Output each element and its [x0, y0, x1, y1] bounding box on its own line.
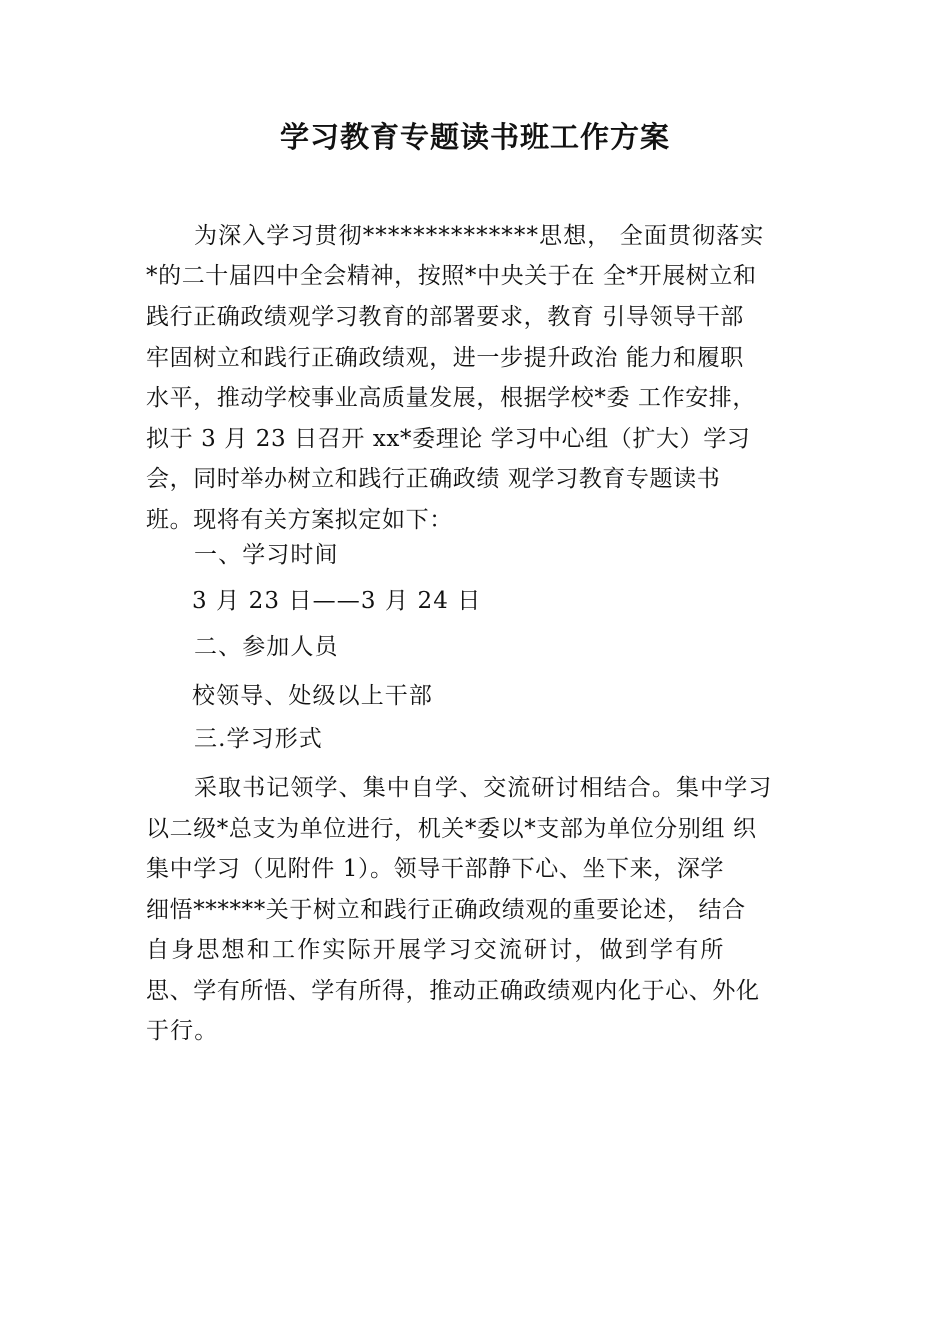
- section-heading-participants: 二、参加人员: [194, 634, 339, 660]
- study-form-line: 以二级*总支为单位进行，机关*委以*支部为单位分别组 织: [146, 816, 757, 842]
- intro-line: 水平，推动学校事业高质量发展，根据学校*委 工作安排，: [146, 385, 757, 411]
- participants-value: 校领导、处级以上干部: [192, 683, 433, 709]
- section-heading-study-time: 一、学习时间: [194, 542, 339, 568]
- study-form-line: 于行。: [146, 1018, 219, 1044]
- intro-line: 牢固树立和践行正确政绩观，进一步提升政治 能力和履职: [146, 345, 744, 371]
- study-form-line: 思、学有所悟、学有所得，推动正确政绩观内化于心、外化: [146, 978, 760, 1004]
- intro-line: *的二十届四中全会精神，按照*中央关于在 全*开展树立和: [146, 263, 757, 289]
- study-form-line: 集中学习（见附件 1）。领导干部静下心、坐下来，深学: [146, 856, 725, 882]
- document-title: 学习教育专题读书班工作方案: [279, 120, 670, 154]
- intro-line: 为深入学习贯彻**************思想， 全面贯彻落实: [194, 223, 765, 249]
- intro-line: 班。现将有关方案拟定如下：: [146, 507, 453, 533]
- study-form-line: 细悟******关于树立和践行正确政绩观的重要论述， 结合: [146, 897, 746, 923]
- section-heading-study-form: 三.学习形式: [194, 726, 323, 752]
- study-form-line: 自身思想和工作实际开展学习交流研讨，做到学有所: [146, 937, 726, 963]
- study-form-line: 采取书记领学、集中自学、交流研讨相结合。集中学习: [194, 775, 773, 801]
- intro-line: 会，同时举办树立和践行正确政绩 观学习教育专题读书: [146, 466, 721, 492]
- study-time-value: 3 月 23 日——3 月 24 日: [192, 588, 482, 614]
- intro-line: 践行正确政绩观学习教育的部署要求，教育 引导领导干部: [146, 304, 744, 330]
- intro-line: 拟于 3 月 23 日召开 xx*委理论 学习中心组（扩大）学习: [146, 426, 751, 452]
